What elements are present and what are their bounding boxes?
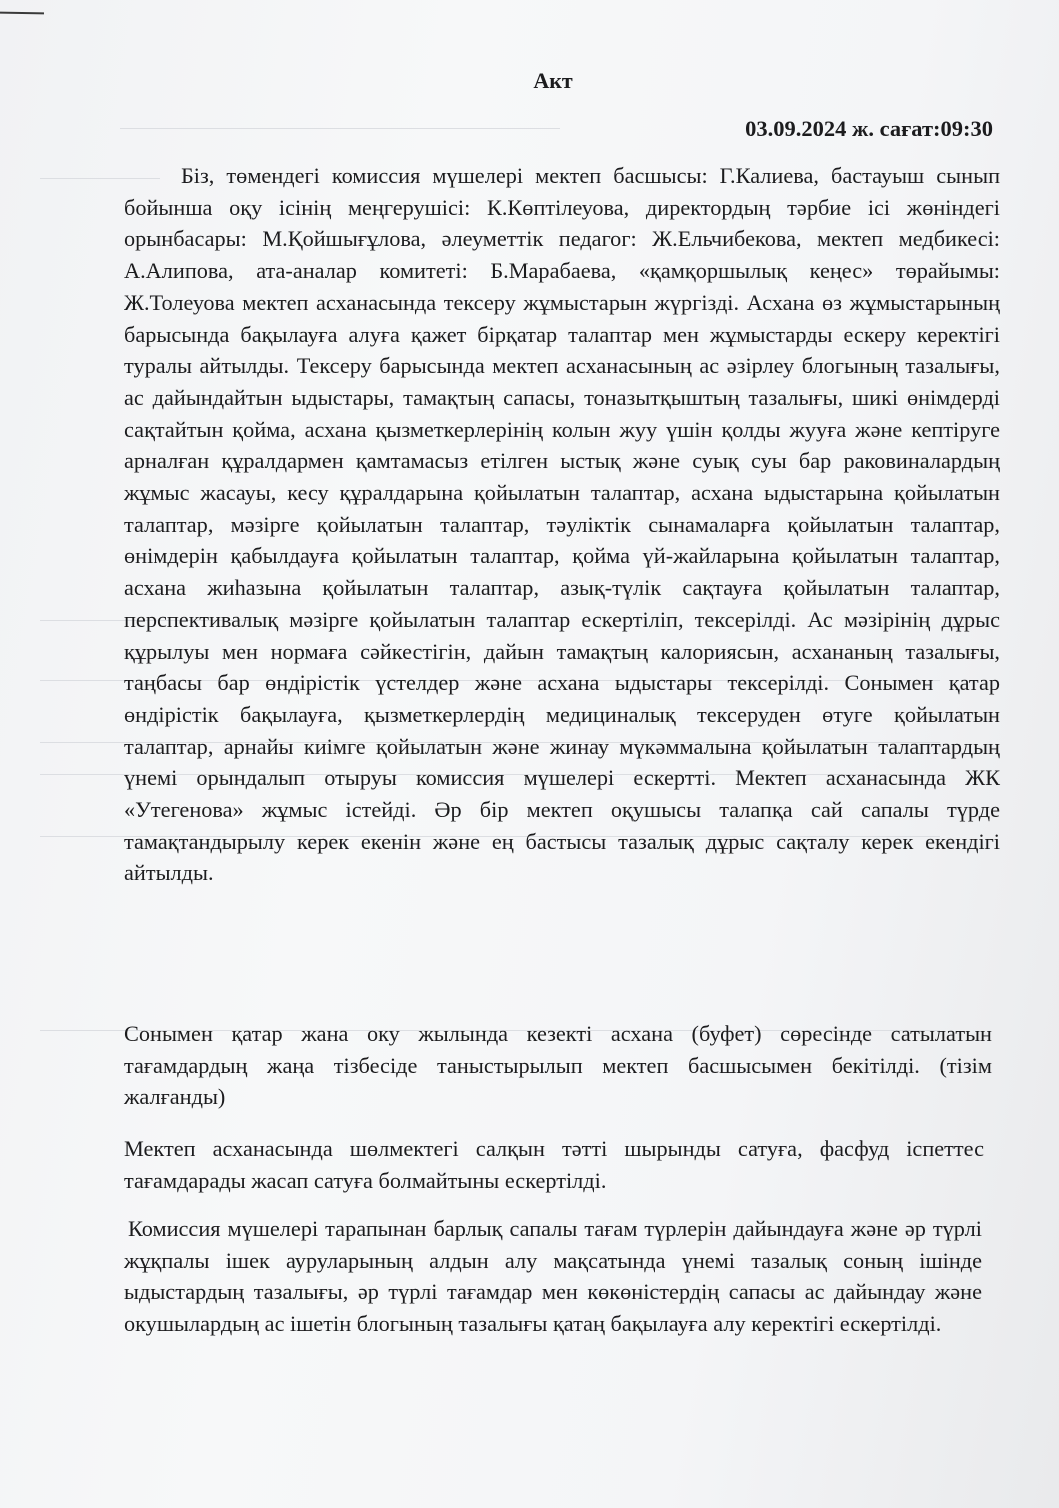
paragraph-3: Мектеп асханасында шөлмектегі салқын тәтті шырынды сатуға, фасфуд іспеттес тағамдарады жасап сатуға болмайтыны ескертілді. [124,1136,984,1193]
paragraph-2: Сонымен қатар жана оку жылында кезекті асхана (буфет) сөресінде сатылатын тағамдардың жаңа тізбесіде таныстырылып мектеп басшысымен бекітілді. (тізім жалғанды) [124,1021,992,1110]
document-title: Акт [533,68,573,93]
corner-pen-mark [0,12,44,15]
paragraph-1: Біз, төмендегі комиссия мүшелері мектеп басшысы: Г.Калиева, бастауыш сынып бойынша оқу ісінің меңгерушісі: К.Көптілеуова, директордың тәрбие ісі жөніндегі орынбасары: М.Қойшығұлова, әлеуметтік педагог: Ж.Ельчибекова, мектеп медбикесі: А.Алипова, ата-аналар комитеті: Б.Марабаева, «қамқоршылық кеңес» төрайымы: Ж.Толеуова мектеп асханасында тексеру жұмыстарын жүргізді. Асхана өз жұмыстарының барысында бақылауға алуға қажет бірқатар талаптар мен жұмыстарды ескеру керектігі туралы айтылды. Тексеру барысында мектеп асханасының ас әзірлеу блогының тазалығы, ас дайындайтын ыдыстары, тамақтың сапасы, тоназытқыштың тазалығы, шикі өнімдерді сақтайтын қойма, асхана қызметкерлерінің колын жуу үшін қолды жууға және кептіруге арналған құралдармен қамтамасыз етілген ыстық және суық суы бар раковиналардың жұмыс жасауы, кесу құралдарына қойылатын талаптар, асхана ыдыстарына қойылатын талаптар, мәзірге қойылатын талаптар, тәуліктік сынамаларға қойылатын талаптар, өнімдерін қабылдауға қойылатын талаптар, қойма үй-жайларына қойылатын талаптар, асхана жиһазына қойылатын талаптар, азық-түлік сақтауға қойылатын талаптар, перспективалық мәзірге қойылатын талаптар ескертіліп, тексерілді. Ас мәзірінің дұрыс құрылуы мен нормаға сәйкестігін, дайын тамақтың калориясын, асхананың тазалығы, таңбасы бар өндірістік үстелдер және асхана ыдыстары тексерілді. Сонымен қатар өндірістік бақылауға, қызметкерлердің медициналық тексеруден өтуге қойылатын талаптар, арнайы киімге қойылатын және жинау мүкәммалына қойылатын талаптардың үнемі орындалып отыруы комиссия мүшелері ескертті. Мектеп асханасында ЖК «Утегенова» жұмыс істейді. Әр бір мектеп оқушысы талапқа сай сапалы түрде тамақтандырылу керек екенін және ең бастысы тазалық дұрыс сақталу керек екендігі айтылды. [124,163,1000,886]
paragraph-4: Комиссия мүшелері тарапынан барлық сапалы тағам түрлерін дайындауға және әр түрлі жұқпалы ішек ауруларының алдын алу мақсатында үнемі тазалық соның ішінде ыдыстардың тазалығы, әр түрлі тағамдар мен көкөністердің сапасы ас дайындау және окушылардың ас ішетін блогының тазалығы қатаң бақылауға алу керектігі ескертілді. [124,1216,982,1337]
document-date-time: 03.09.2024 ж. сағат:09:30 [745,116,993,141]
show-through-line [120,128,560,129]
